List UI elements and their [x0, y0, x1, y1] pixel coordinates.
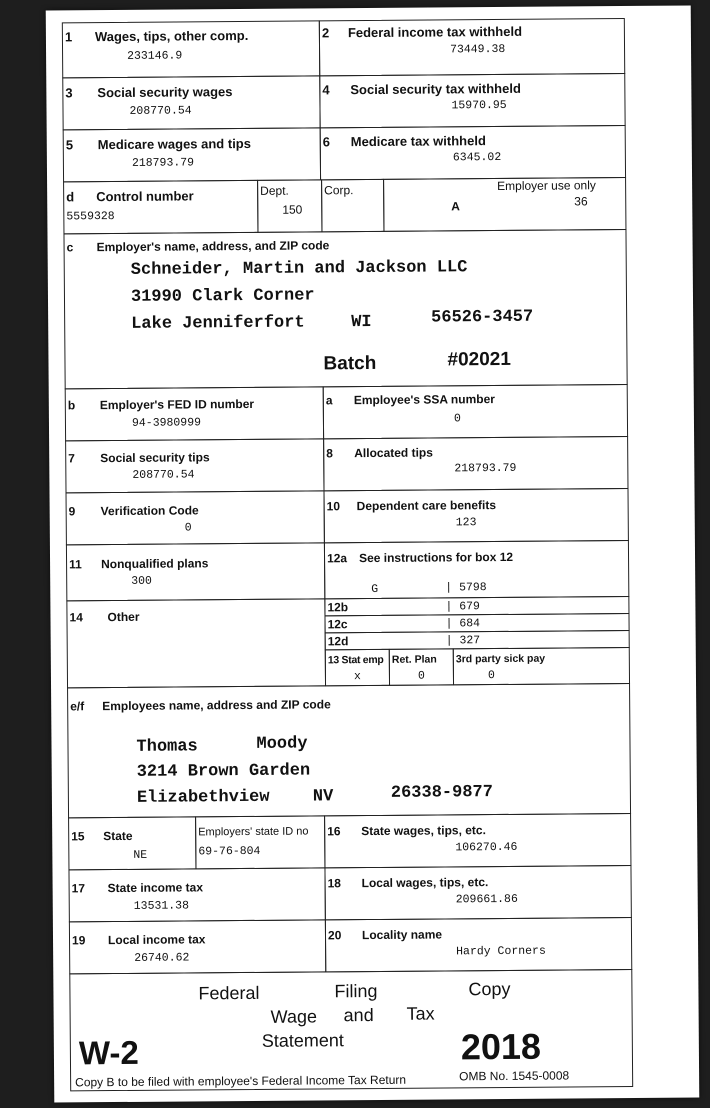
footer-and: and	[343, 1005, 374, 1026]
box-12a-value: | 5798	[445, 581, 487, 595]
box-17-value: 13531.38	[133, 899, 190, 913]
employee-first-name: Thomas	[136, 737, 198, 757]
box-12a	[324, 540, 629, 599]
form-year: 2018	[460, 1025, 542, 1068]
employer-zip: 56526-3457	[431, 307, 534, 328]
box-15-state	[68, 816, 196, 870]
sick-pay-value: 0	[487, 669, 495, 683]
footer-copy: Copy	[468, 978, 511, 1000]
box-d-label: Control number	[96, 188, 194, 205]
box-15-value: NE	[133, 848, 148, 862]
box-6-label: Medicare tax withheld	[350, 133, 486, 150]
box-14	[66, 598, 326, 688]
box-12b-value: | 679	[445, 600, 480, 614]
box-3	[62, 75, 320, 130]
box-16-num: 16	[327, 824, 341, 839]
employee-street: 3214 Brown Garden	[136, 761, 311, 782]
box-15-num: 15	[71, 829, 85, 844]
box-9	[66, 490, 325, 545]
state-id-value: 69-76-804	[198, 844, 261, 859]
box-20-label: Locality name	[361, 927, 443, 943]
box-10-value: 123	[455, 516, 477, 530]
box-c-num: c	[66, 240, 74, 255]
box-7	[65, 438, 324, 493]
box-2-value: 73449.38	[449, 42, 506, 57]
box-7-num: 7	[68, 451, 75, 466]
box-3-num: 3	[65, 85, 73, 101]
box-19-num: 19	[71, 933, 86, 948]
employee-city: Elizabethview	[136, 787, 270, 808]
box-1-value: 233146.9	[127, 49, 183, 63]
sick-pay-label: 3rd party sick pay	[455, 652, 546, 666]
box-5	[63, 127, 321, 182]
box-dept	[257, 179, 322, 233]
box-ef	[67, 683, 631, 818]
box-1-label: Wages, tips, other comp.	[94, 27, 249, 45]
stat-emp-value: x	[353, 670, 361, 684]
footer-tax: Tax	[406, 1003, 435, 1024]
box-12a-num: 12a	[326, 551, 348, 566]
box-2-label: Federal income tax withheld	[347, 23, 523, 41]
box-8-value: 218793.79	[454, 461, 517, 476]
ret-plan-value: 0	[417, 669, 425, 683]
box-16-label: State wages, tips, etc.	[361, 823, 486, 839]
box-7-label: Social security tips	[100, 450, 210, 466]
box-b-num: b	[67, 398, 76, 413]
box-a-label: Employee's SSA number	[353, 392, 495, 408]
form-name: W-2	[78, 1033, 139, 1072]
box-14-num: 14	[69, 610, 83, 625]
box-19-value: 26740.62	[134, 951, 190, 965]
box-4-label: Social security tax withheld	[350, 80, 521, 98]
box-10-label: Dependent care benefits	[356, 498, 497, 514]
box-b	[65, 386, 324, 441]
box-8	[323, 436, 628, 491]
box-11	[66, 542, 325, 601]
box-b-label: Employer's FED ID number	[99, 396, 255, 413]
box-2-num: 2	[321, 25, 330, 41]
footer-wage: Wage	[270, 1006, 318, 1027]
box-16	[324, 813, 631, 868]
box-16-value: 106270.46	[455, 840, 518, 855]
box-a-value: 0	[453, 412, 461, 426]
box-8-num: 8	[326, 446, 333, 461]
box-2	[319, 18, 625, 76]
state-id-label: Employers' state ID no	[198, 825, 309, 839]
employee-last-name: Moody	[256, 734, 308, 754]
footer-federal: Federal	[198, 982, 260, 1004]
box-20-value: Hardy Corners	[456, 944, 546, 959]
box-b-value: 94-3980999	[131, 416, 202, 430]
employer-use-code: A	[451, 199, 460, 214]
box-18-value: 209661.86	[455, 892, 518, 907]
box-6-num: 6	[322, 134, 331, 150]
box-11-num: 11	[69, 557, 82, 572]
box-9-label: Verification Code	[100, 503, 199, 519]
box-corp	[321, 179, 384, 232]
employer-city: Lake Jenniferfort	[131, 313, 305, 334]
box-d	[63, 180, 258, 235]
box-14-label: Other	[107, 609, 140, 625]
batch-label: Batch	[323, 352, 377, 375]
box-12c-value: | 684	[445, 617, 481, 631]
box-6	[320, 125, 626, 180]
copy-note: Copy B to be filed with employee's Federal Income Tax Return	[75, 1072, 407, 1090]
footer-filing: Filing	[334, 980, 378, 1002]
dept-value: 150	[282, 202, 303, 217]
batch-value: #02021	[447, 348, 511, 371]
form-footer	[69, 969, 633, 1091]
box-11-value: 300	[131, 574, 152, 588]
box-17-num: 17	[71, 881, 86, 896]
box-5-num: 5	[65, 137, 74, 153]
box-19-label: Local income tax	[107, 932, 206, 948]
box-c-label: Employer's name, address, and ZIP code	[96, 238, 330, 255]
box-20	[325, 917, 632, 972]
box-5-value: 218793.79	[131, 156, 195, 170]
box-12d-num: 12d	[327, 634, 349, 649]
ret-plan-label: Ret. Plan	[391, 653, 437, 666]
box-1	[62, 20, 320, 78]
box-15-label: State	[103, 828, 133, 844]
box-13-ret-plan	[389, 648, 454, 686]
box-10	[323, 488, 628, 543]
box-4-value: 15970.95	[451, 98, 507, 113]
box-1-num: 1	[64, 29, 73, 45]
omb-number: OMB No. 1545-0008	[459, 1068, 570, 1084]
box-5-label: Medicare wages and tips	[97, 135, 252, 153]
box-12b-num: 12b	[327, 600, 349, 615]
box-d-num: d	[66, 189, 75, 205]
box-20-num: 20	[327, 928, 342, 943]
employer-state: WI	[351, 313, 372, 333]
box-12a-code: G	[371, 582, 379, 597]
box-a	[323, 384, 628, 439]
box-18-num: 18	[327, 876, 341, 891]
box-d-value: 5559328	[66, 210, 115, 224]
box-3-value: 208770.54	[129, 104, 192, 118]
box-10-num: 10	[326, 499, 341, 514]
dept-label: Dept.	[260, 183, 289, 198]
employer-street: 31990 Clark Corner	[130, 286, 315, 307]
corp-label: Corp.	[324, 183, 354, 198]
box-3-label: Social security wages	[97, 84, 233, 101]
box-19	[69, 919, 326, 974]
employee-zip: 26338-9877	[390, 783, 493, 803]
box-c	[63, 229, 627, 389]
box-12c-num: 12c	[327, 617, 348, 632]
box-9-num: 9	[68, 504, 76, 519]
box-18-label: Local wages, tips, etc.	[361, 875, 489, 891]
box-ef-num: e/f	[70, 699, 85, 714]
box-9-value: 0	[184, 521, 192, 535]
box-11-label: Nonqualified plans	[101, 556, 209, 572]
box-17-label: State income tax	[107, 880, 204, 896]
box-18	[324, 865, 631, 920]
box-12a-label: See instructions for box 12	[358, 549, 514, 566]
employee-state: NV	[312, 787, 334, 807]
box-4-num: 4	[322, 82, 330, 98]
box-7-value: 208770.54	[132, 468, 195, 482]
box-8-label: Allocated tips	[354, 445, 433, 461]
box-15-state-id	[195, 815, 325, 869]
employer-name: Schneider, Martin and Jackson LLC	[130, 258, 468, 280]
box-6-value: 6345.02	[452, 150, 502, 165]
box-employer-use	[383, 177, 626, 232]
box-4	[319, 73, 625, 128]
footer-statement: Statement	[261, 1030, 344, 1051]
box-a-num: a	[325, 393, 333, 408]
w2-form	[46, 5, 700, 1102]
stat-emp-label: 13 Stat emp	[327, 653, 384, 667]
employer-use-value: 36	[574, 194, 588, 209]
box-ef-label: Employees name, address and ZIP code	[102, 697, 331, 714]
employer-use-label: Employer use only	[497, 178, 596, 194]
box-12d-value: | 327	[445, 634, 481, 648]
box-13-sick-pay	[453, 647, 630, 685]
box-13-stat-emp	[325, 649, 390, 687]
box-17	[68, 867, 325, 922]
